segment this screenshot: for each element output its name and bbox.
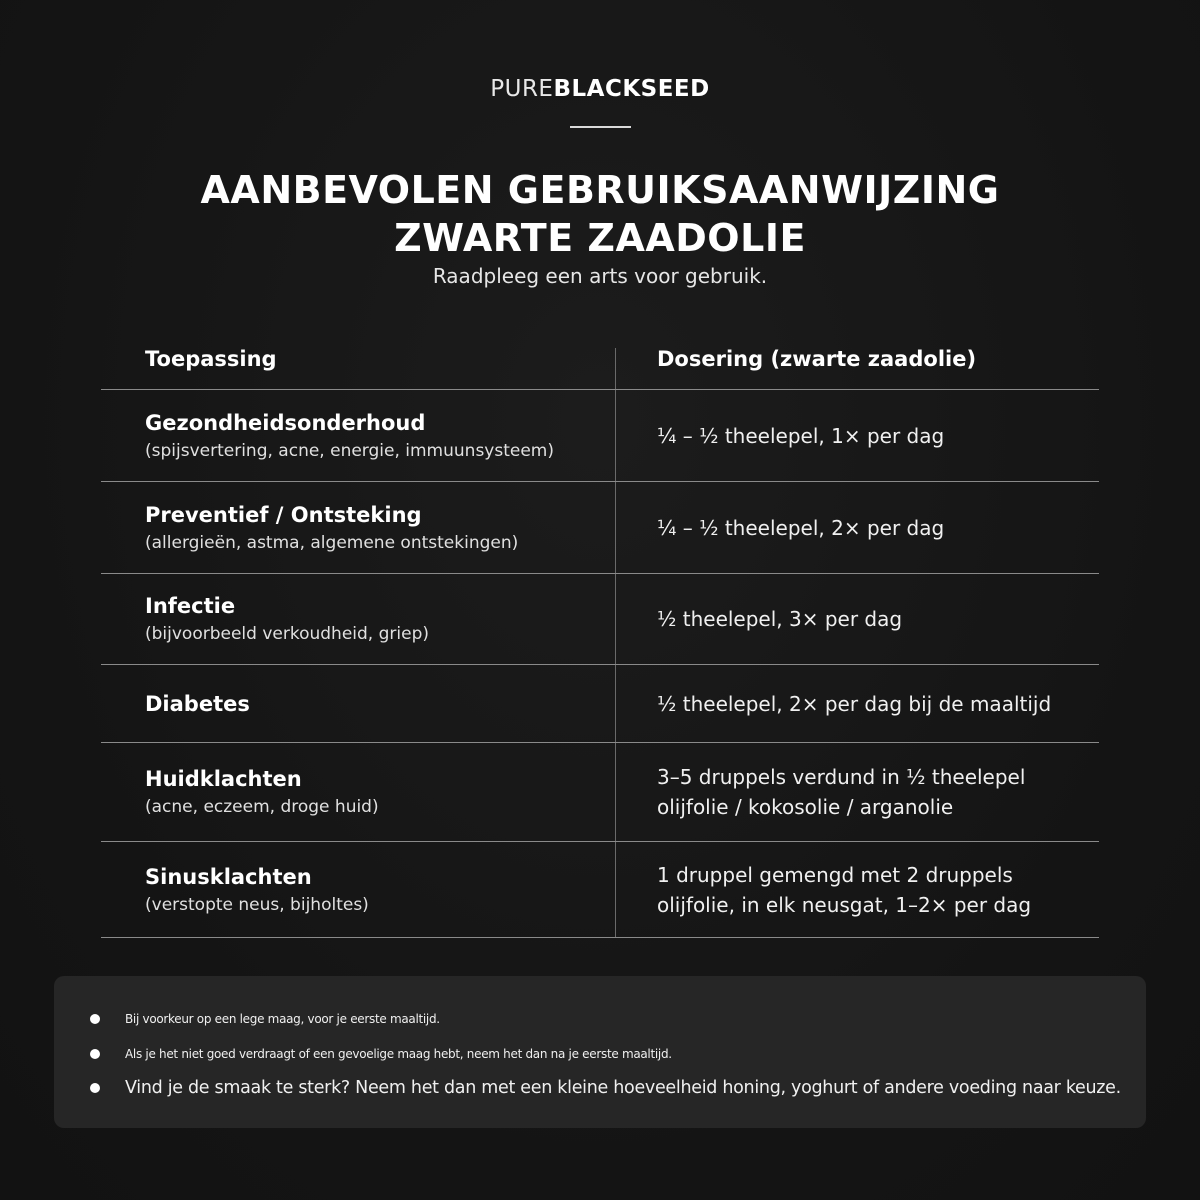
dosage-text: ¼ – ½ theelepel, 2× per dag — [657, 515, 945, 540]
logo-divider — [570, 126, 631, 128]
application-examples: (allergieën, astma, algemene ontstekingen) — [145, 532, 519, 553]
application-label: Preventief / Ontsteking — [145, 502, 422, 527]
application-label: Gezondheidsonderhoud — [145, 410, 426, 435]
table-row — [101, 390, 1099, 482]
page-subtitle: Raadpleeg een arts voor gebruik. — [432, 264, 768, 288]
dosage-text-line-1: 1 druppel gemengd met 2 druppels — [657, 862, 1013, 887]
note-item — [88, 1037, 1121, 1072]
dosage-cell — [657, 390, 1087, 481]
table-row — [101, 574, 1099, 665]
brand-logo-bold: BLACKSEED — [553, 76, 710, 102]
application-label: Diabetes — [145, 691, 250, 716]
dosage-cell — [657, 665, 1087, 742]
application-cell — [145, 665, 605, 742]
application-examples: (acne, eczeem, droge huid) — [145, 797, 379, 817]
dosage-text: ½ theelepel, 2× per dag bij de maaltijd — [657, 691, 1052, 716]
application-label: Huidklachten — [145, 767, 302, 791]
bullet-icon — [90, 1083, 100, 1093]
dosage-text: ½ theelepel, 3× per dag — [657, 607, 903, 631]
note-item — [88, 1002, 1121, 1037]
application-examples: (bijvoorbeeld verkoudheid, griep) — [145, 624, 430, 644]
note-text: Bij voorkeur op een lege maag, voor je eerste maaltijd. — [125, 1012, 440, 1026]
header-application: Toepassing — [145, 347, 277, 371]
application-cell — [145, 482, 605, 573]
application-examples: (verstopte neus, bijholtes) — [145, 894, 369, 915]
table-row — [101, 665, 1099, 743]
notes-list — [88, 1002, 1121, 1106]
page-title-line-2: ZWARTE ZAADOLIE — [394, 216, 806, 260]
table-row — [101, 743, 1099, 842]
dosage-cell — [657, 842, 1087, 937]
application-label: Sinusklachten — [145, 864, 312, 889]
note-item — [88, 1071, 1121, 1106]
table-header — [101, 332, 1099, 390]
dosage-cell — [657, 743, 1087, 841]
application-cell — [145, 743, 605, 841]
table-row — [101, 842, 1099, 938]
dosage-text-line-2: olijfolie, in elk neusgat, 1–2× per dag — [657, 892, 1032, 917]
notes-panel — [54, 976, 1146, 1128]
dosage-text-line-1: 3–5 druppels verdund in ½ theelepel — [657, 765, 1026, 789]
header-dosage: Dosering (zwarte zaadolie) — [657, 347, 977, 371]
page-title-line-1: AANBEVOLEN GEBRUIKSAANWIJZING — [200, 168, 1000, 212]
application-label: Infectie — [145, 594, 236, 618]
note-text: Vind je de smaak te sterk? Neem het dan met een kleine hoeveelheid honing, yoghurt of andere voeding naar keuze. — [125, 1078, 1121, 1098]
application-cell — [145, 842, 605, 937]
dosage-text: ¼ – ½ theelepel, 1× per dag — [657, 423, 945, 448]
application-cell — [145, 390, 605, 481]
dosage-text-line-2: olijfolie / kokosolie / arganolie — [657, 795, 954, 819]
bullet-icon — [90, 1049, 100, 1059]
bullet-icon — [90, 1014, 100, 1024]
dosage-table — [101, 332, 1099, 938]
table-row — [101, 482, 1099, 574]
dosage-cell — [657, 482, 1087, 573]
application-examples: (spijsvertering, acne, energie, immuunsysteem) — [145, 440, 554, 461]
dosage-cell — [657, 574, 1087, 664]
note-text: Als je het niet goed verdraagt of een gevoelige maag hebt, neem het dan na je eerste maaltijd. — [125, 1046, 672, 1061]
application-cell — [145, 574, 605, 664]
brand-logo-light: PURE — [490, 76, 554, 102]
brand-logo — [0, 74, 1200, 104]
page-title — [0, 166, 1200, 262]
